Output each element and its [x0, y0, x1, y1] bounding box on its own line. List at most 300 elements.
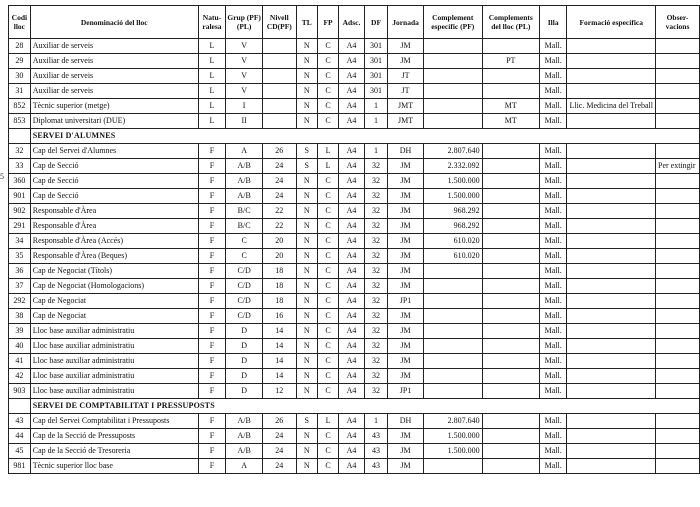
- cell-fp: C: [317, 189, 338, 204]
- cell-form: [567, 114, 656, 129]
- cell-grup: A: [226, 459, 263, 474]
- cell-den: Cap de Negociat: [30, 309, 198, 324]
- cell-jornada: DH: [388, 144, 424, 159]
- cell-form: [567, 339, 656, 354]
- column-header-nat: Natu- ralesa: [198, 6, 226, 39]
- cell-adsc: A4: [339, 144, 365, 159]
- cell-adsc: A4: [339, 429, 365, 444]
- cell-jornada: JMT: [388, 99, 424, 114]
- cell-form: [567, 249, 656, 264]
- column-header-obs: Obser- vacions: [656, 6, 700, 39]
- cell-nat: F: [198, 459, 226, 474]
- cell-nat: F: [198, 309, 226, 324]
- cell-illa: Mall.: [539, 414, 567, 429]
- cell-tl: S: [296, 144, 317, 159]
- cell-jornada: JM: [388, 219, 424, 234]
- cell-cpf: 1.500.000: [423, 174, 482, 189]
- cell-cpl: [482, 354, 539, 369]
- cell-form: [567, 204, 656, 219]
- cell-grup: B/C: [226, 219, 263, 234]
- cell-adsc: A4: [339, 264, 365, 279]
- cell-fp: C: [317, 459, 338, 474]
- cell-adsc: A4: [339, 204, 365, 219]
- cell-df: 1: [364, 144, 387, 159]
- cell-cpl: [482, 384, 539, 399]
- cell-codi: 360: [9, 174, 31, 189]
- cell-nat: F: [198, 324, 226, 339]
- cell-tl: N: [296, 69, 317, 84]
- cell-jornada: JT: [388, 69, 424, 84]
- cell-codi: 31: [9, 84, 31, 99]
- cell-codi: 853: [9, 114, 31, 129]
- cell-cpf: 610.020: [423, 249, 482, 264]
- column-header-illa: Illa: [539, 6, 567, 39]
- cell-tl: N: [296, 114, 317, 129]
- cell-illa: Mall.: [539, 354, 567, 369]
- column-header-df: DF: [364, 6, 387, 39]
- cell-form: [567, 429, 656, 444]
- cell-df: 32: [364, 369, 387, 384]
- cell-cpf: [423, 279, 482, 294]
- cell-form: [567, 69, 656, 84]
- cell-illa: Mall.: [539, 39, 567, 54]
- cell-cpl: PT: [482, 54, 539, 69]
- cell-nat: F: [198, 144, 226, 159]
- column-header-cpf: Complement específic (PF): [423, 6, 482, 39]
- cell-cpl: [482, 279, 539, 294]
- cell-df: 301: [364, 39, 387, 54]
- cell-fp: C: [317, 219, 338, 234]
- cell-jornada: JM: [388, 174, 424, 189]
- cell-illa: Mall.: [539, 459, 567, 474]
- cell-illa: Mall.: [539, 444, 567, 459]
- cell-codi: 40: [9, 339, 31, 354]
- cell-cpl: [482, 234, 539, 249]
- cell-df: 301: [364, 69, 387, 84]
- cell-nat: F: [198, 174, 226, 189]
- cell-adsc: A4: [339, 249, 365, 264]
- cell-df: 32: [364, 174, 387, 189]
- cell-illa: Mall.: [539, 219, 567, 234]
- cell-cpf: 1.500.000: [423, 429, 482, 444]
- cell-cpf: [423, 354, 482, 369]
- cell-jornada: JM: [388, 309, 424, 324]
- cell-nivell: 24: [263, 174, 297, 189]
- table-body: [9, 39, 700, 474]
- cell-codi: 903: [9, 384, 31, 399]
- cell-form: [567, 309, 656, 324]
- table-row: [9, 174, 700, 189]
- cell-cpl: [482, 39, 539, 54]
- cell-jornada: JM: [388, 369, 424, 384]
- cell-grup: II: [226, 114, 263, 129]
- cell-cpf: [423, 309, 482, 324]
- cell-cpf: [423, 294, 482, 309]
- cell-obs: [656, 219, 700, 234]
- cell-df: 1: [364, 114, 387, 129]
- cell-nivell: 24: [263, 189, 297, 204]
- cell-df: 32: [364, 249, 387, 264]
- cell-obs: [656, 459, 700, 474]
- cell-form: [567, 159, 656, 174]
- cell-tl: N: [296, 429, 317, 444]
- cell-jornada: JM: [388, 39, 424, 54]
- section-spacer: [9, 399, 31, 414]
- table-row: [9, 444, 700, 459]
- cell-jornada: JM: [388, 429, 424, 444]
- cell-nivell: 14: [263, 354, 297, 369]
- cell-grup: D: [226, 384, 263, 399]
- cell-grup: C: [226, 249, 263, 264]
- cell-adsc: A4: [339, 69, 365, 84]
- cell-obs: [656, 294, 700, 309]
- table-row: [9, 339, 700, 354]
- cell-cpl: [482, 219, 539, 234]
- cell-grup: A/B: [226, 189, 263, 204]
- cell-grup: V: [226, 69, 263, 84]
- cell-illa: Mall.: [539, 159, 567, 174]
- cell-fp: C: [317, 249, 338, 264]
- cell-cpf: 2.807.640: [423, 144, 482, 159]
- cell-jornada: JM: [388, 339, 424, 354]
- cell-tl: N: [296, 234, 317, 249]
- cell-df: 32: [364, 159, 387, 174]
- cell-jornada: JM: [388, 189, 424, 204]
- cell-cpl: [482, 429, 539, 444]
- column-header-tl: TL: [296, 6, 317, 39]
- cell-tl: S: [296, 159, 317, 174]
- cell-cpf: [423, 39, 482, 54]
- cell-den: Cap de Negociat (Homologacions): [30, 279, 198, 294]
- cell-obs: [656, 249, 700, 264]
- cell-nat: L: [198, 84, 226, 99]
- cell-fp: C: [317, 264, 338, 279]
- cell-tl: N: [296, 459, 317, 474]
- cell-obs: [656, 339, 700, 354]
- cell-form: [567, 294, 656, 309]
- cell-nivell: [263, 69, 297, 84]
- cell-illa: Mall.: [539, 429, 567, 444]
- cell-tl: N: [296, 249, 317, 264]
- table-row: [9, 54, 700, 69]
- cell-obs: [656, 69, 700, 84]
- cell-cpf: [423, 459, 482, 474]
- cell-codi: 981: [9, 459, 31, 474]
- cell-illa: Mall.: [539, 69, 567, 84]
- cell-tl: N: [296, 189, 317, 204]
- cell-cpf: [423, 84, 482, 99]
- cell-nivell: 16: [263, 309, 297, 324]
- cell-fp: C: [317, 69, 338, 84]
- cell-tl: N: [296, 279, 317, 294]
- cell-fp: C: [317, 54, 338, 69]
- cell-codi: 29: [9, 54, 31, 69]
- cell-adsc: A4: [339, 384, 365, 399]
- cell-grup: V: [226, 39, 263, 54]
- cell-illa: Mall.: [539, 369, 567, 384]
- cell-codi: 43: [9, 414, 31, 429]
- cell-grup: C/D: [226, 279, 263, 294]
- cell-illa: Mall.: [539, 144, 567, 159]
- cell-grup: A/B: [226, 429, 263, 444]
- cell-den: Lloc base auxiliar administratiu: [30, 339, 198, 354]
- cell-den: Cap del Servei d'Alumnes: [30, 144, 198, 159]
- cell-df: 32: [364, 354, 387, 369]
- cell-nat: F: [198, 444, 226, 459]
- section-title: SERVEI D'ALUMNES: [30, 129, 699, 144]
- cell-den: Tècnic superior lloc base: [30, 459, 198, 474]
- cell-fp: C: [317, 429, 338, 444]
- cell-jornada: JM: [388, 54, 424, 69]
- cell-codi: 32: [9, 144, 31, 159]
- cell-cpl: [482, 339, 539, 354]
- cell-jornada: JM: [388, 234, 424, 249]
- cell-grup: V: [226, 54, 263, 69]
- cell-grup: D: [226, 339, 263, 354]
- cell-illa: Mall.: [539, 294, 567, 309]
- cell-nivell: 24: [263, 444, 297, 459]
- cell-cpf: 968.292: [423, 204, 482, 219]
- cell-cpl: [482, 189, 539, 204]
- cell-nat: F: [198, 339, 226, 354]
- cell-obs: [656, 144, 700, 159]
- cell-tl: N: [296, 384, 317, 399]
- cell-nivell: 22: [263, 219, 297, 234]
- cell-grup: D: [226, 369, 263, 384]
- cell-df: 32: [364, 309, 387, 324]
- margin-mark: 5: [0, 172, 4, 181]
- cell-den: Responsable d'Àrea: [30, 204, 198, 219]
- cell-nivell: 24: [263, 459, 297, 474]
- cell-cpl: [482, 444, 539, 459]
- cell-tl: N: [296, 354, 317, 369]
- cell-den: Cap de Secció: [30, 159, 198, 174]
- cell-nivell: 18: [263, 264, 297, 279]
- cell-form: [567, 324, 656, 339]
- cell-adsc: A4: [339, 234, 365, 249]
- cell-grup: I: [226, 99, 263, 114]
- section-row: [9, 129, 700, 144]
- cell-adsc: A4: [339, 309, 365, 324]
- cell-adsc: A4: [339, 54, 365, 69]
- cell-nivell: 12: [263, 384, 297, 399]
- cell-obs: [656, 114, 700, 129]
- cell-grup: C/D: [226, 264, 263, 279]
- column-header-nivell: Nivell CD(PF): [263, 6, 297, 39]
- cell-nat: L: [198, 39, 226, 54]
- cell-tl: N: [296, 54, 317, 69]
- cell-nat: L: [198, 69, 226, 84]
- cell-obs: [656, 54, 700, 69]
- cell-den: Auxiliar de serveis: [30, 84, 198, 99]
- cell-jornada: JM: [388, 444, 424, 459]
- table-row: [9, 219, 700, 234]
- column-header-form: Formació específica: [567, 6, 656, 39]
- cell-codi: 41: [9, 354, 31, 369]
- cell-nivell: 22: [263, 204, 297, 219]
- table-row: [9, 144, 700, 159]
- cell-fp: L: [317, 414, 338, 429]
- cell-df: 32: [364, 384, 387, 399]
- cell-nivell: 26: [263, 144, 297, 159]
- cell-nat: L: [198, 99, 226, 114]
- column-header-fp: FP: [317, 6, 338, 39]
- cell-illa: Mall.: [539, 309, 567, 324]
- cell-grup: V: [226, 84, 263, 99]
- cell-form: [567, 54, 656, 69]
- cell-codi: 291: [9, 219, 31, 234]
- cell-nivell: 18: [263, 279, 297, 294]
- cell-form: [567, 354, 656, 369]
- cell-den: Auxiliar de serveis: [30, 54, 198, 69]
- cell-df: 301: [364, 84, 387, 99]
- cell-obs: [656, 99, 700, 114]
- cell-fp: C: [317, 39, 338, 54]
- cell-fp: C: [317, 384, 338, 399]
- cell-cpl: [482, 294, 539, 309]
- cell-fp: C: [317, 324, 338, 339]
- section-row: [9, 399, 700, 414]
- cell-cpl: [482, 174, 539, 189]
- cell-form: [567, 459, 656, 474]
- cell-df: 32: [364, 279, 387, 294]
- cell-df: 32: [364, 234, 387, 249]
- cell-jornada: JT: [388, 84, 424, 99]
- cell-cpl: [482, 414, 539, 429]
- cell-codi: 42: [9, 369, 31, 384]
- cell-jornada: JM: [388, 264, 424, 279]
- table-row: [9, 324, 700, 339]
- cell-tl: N: [296, 174, 317, 189]
- cell-adsc: A4: [339, 369, 365, 384]
- section-spacer: [9, 129, 31, 144]
- cell-fp: L: [317, 144, 338, 159]
- document-table-wrapper: [8, 5, 700, 474]
- cell-df: 32: [364, 189, 387, 204]
- cell-jornada: JMT: [388, 114, 424, 129]
- cell-nivell: [263, 54, 297, 69]
- cell-nivell: 24: [263, 159, 297, 174]
- table-row: [9, 354, 700, 369]
- cell-form: [567, 39, 656, 54]
- column-header-den: Denominació del lloc: [30, 6, 198, 39]
- cell-den: Auxiliar de serveis: [30, 69, 198, 84]
- cell-codi: 38: [9, 309, 31, 324]
- cell-grup: A/B: [226, 174, 263, 189]
- cell-grup: A/B: [226, 159, 263, 174]
- cell-codi: 30: [9, 69, 31, 84]
- cell-form: [567, 384, 656, 399]
- cell-nat: F: [198, 294, 226, 309]
- cell-grup: C/D: [226, 294, 263, 309]
- cell-jornada: JM: [388, 249, 424, 264]
- cell-cpl: [482, 159, 539, 174]
- cell-illa: Mall.: [539, 339, 567, 354]
- cell-cpf: [423, 114, 482, 129]
- cell-grup: A: [226, 144, 263, 159]
- cell-cpf: [423, 264, 482, 279]
- cell-illa: Mall.: [539, 99, 567, 114]
- cell-form: [567, 144, 656, 159]
- cell-codi: 37: [9, 279, 31, 294]
- cell-cpl: [482, 69, 539, 84]
- cell-codi: 33: [9, 159, 31, 174]
- cell-adsc: A4: [339, 174, 365, 189]
- column-header-codi: Codi lloc: [9, 6, 31, 39]
- cell-fp: C: [317, 174, 338, 189]
- cell-fp: L: [317, 159, 338, 174]
- cell-codi: 901: [9, 189, 31, 204]
- cell-form: [567, 279, 656, 294]
- cell-codi: 35: [9, 249, 31, 264]
- cell-nivell: 14: [263, 339, 297, 354]
- cell-nat: F: [198, 204, 226, 219]
- cell-adsc: A4: [339, 414, 365, 429]
- cell-codi: 28: [9, 39, 31, 54]
- cell-jornada: JP1: [388, 384, 424, 399]
- cell-cpf: 2.807.640: [423, 414, 482, 429]
- cell-codi: 39: [9, 324, 31, 339]
- cell-nivell: [263, 84, 297, 99]
- cell-adsc: A4: [339, 339, 365, 354]
- cell-obs: Per extingir: [656, 159, 700, 174]
- cell-cpl: [482, 204, 539, 219]
- cell-cpl: [482, 264, 539, 279]
- cell-df: 1: [364, 99, 387, 114]
- table-row: [9, 99, 700, 114]
- cell-grup: D: [226, 354, 263, 369]
- cell-adsc: A4: [339, 219, 365, 234]
- cell-jornada: JM: [388, 459, 424, 474]
- cell-df: 32: [364, 219, 387, 234]
- cell-form: [567, 189, 656, 204]
- cell-form: [567, 264, 656, 279]
- cell-den: Lloc base auxiliar administratiu: [30, 324, 198, 339]
- cell-nat: F: [198, 354, 226, 369]
- cell-form: [567, 174, 656, 189]
- cell-obs: [656, 429, 700, 444]
- cell-obs: [656, 384, 700, 399]
- cell-jornada: JM: [388, 204, 424, 219]
- cell-nat: F: [198, 234, 226, 249]
- cell-adsc: A4: [339, 99, 365, 114]
- cell-nivell: 18: [263, 294, 297, 309]
- table-row: [9, 159, 700, 174]
- cell-nivell: [263, 114, 297, 129]
- cell-den: Cap de Negociat (Títols): [30, 264, 198, 279]
- cell-den: Responsable d'Àrea (Beques): [30, 249, 198, 264]
- cell-nivell: 20: [263, 234, 297, 249]
- table-row: [9, 459, 700, 474]
- table-row: [9, 84, 700, 99]
- cell-cpl: MT: [482, 99, 539, 114]
- cell-obs: [656, 279, 700, 294]
- cell-grup: A/B: [226, 414, 263, 429]
- cell-obs: [656, 234, 700, 249]
- cell-form: [567, 219, 656, 234]
- cell-form: [567, 444, 656, 459]
- cell-nivell: 24: [263, 429, 297, 444]
- table-row: [9, 264, 700, 279]
- cell-den: Diplomat universitari (DUE): [30, 114, 198, 129]
- cell-fp: C: [317, 114, 338, 129]
- cell-illa: Mall.: [539, 234, 567, 249]
- table-row: [9, 69, 700, 84]
- cell-nat: F: [198, 249, 226, 264]
- cell-df: 301: [364, 54, 387, 69]
- cell-illa: Mall.: [539, 54, 567, 69]
- table-row: [9, 279, 700, 294]
